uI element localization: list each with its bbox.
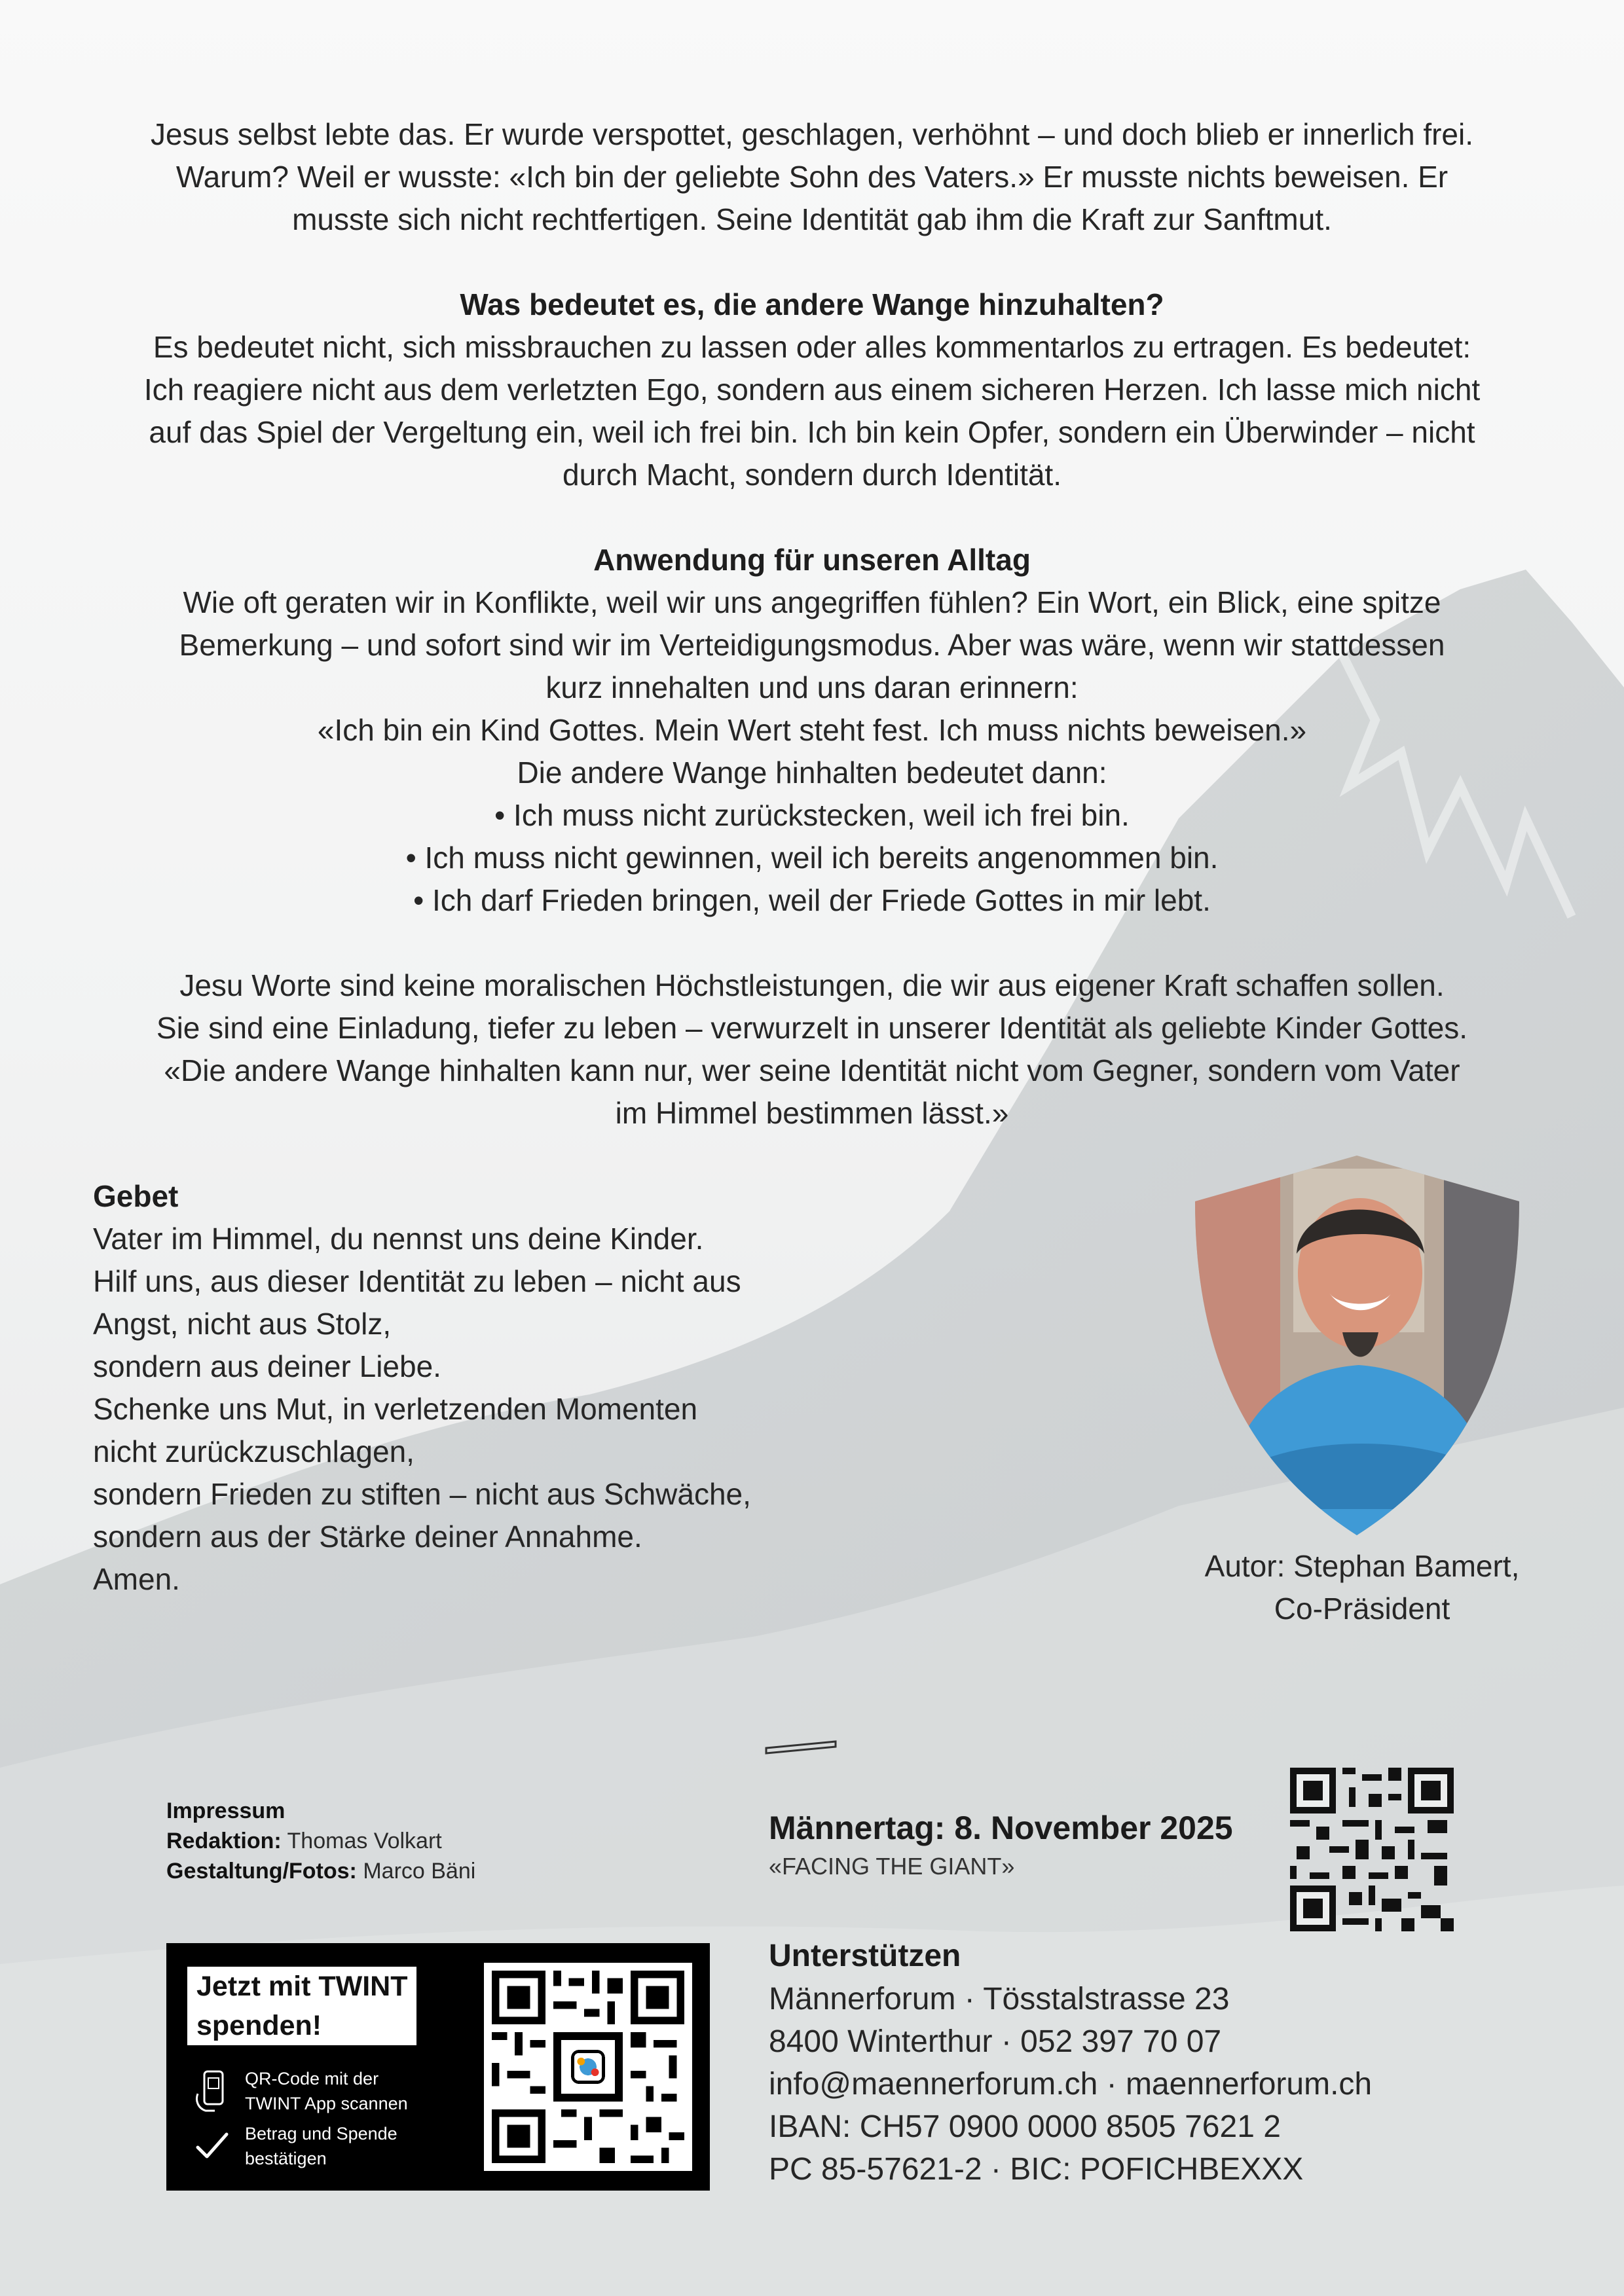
cheek-line: Es bedeutet nicht, sich missbrauchen zu lassen oder alles kommentarlos zu ertragen. Es bedeutet: [153,330,1471,364]
support-city-phone: 8400 Winterthur · 052 397 70 07 [769,2024,1222,2059]
application-line: kurz innehalten und uns daran erinnern: [545,670,1079,704]
section-heading-application: Anwendung für unseren Alltag [593,543,1031,577]
twint-step-line: bestätigen [245,2149,327,2168]
twint-step-scan [245,2066,435,2116]
prayer-line: Vater im Himmel, du nennst uns deine Kinder. [93,1222,704,1256]
intro-line: Warum? Weil er wusste: «Ich bin der geliebte Sohn des Vaters.» Er musste nichts beweisen. Er [175,160,1449,194]
editor-label: Redaktion: [166,1829,282,1853]
intro-line: musste sich nicht rechtfertigen. Seine Identität gab ihm die Kraft zur Sanftmut. [292,202,1332,236]
support-pc-bic: PC 85-57621-2 · BIC: POFICHBEXXX [769,2152,1304,2187]
section-heading-cheek: Was bedeutet es, die andere Wange hinzuhalten? [460,287,1164,321]
prayer-line: Angst, nicht aus Stolz, [93,1307,392,1341]
author-portrait [1195,1156,1519,1535]
design-name: Marco Bäni [363,1859,476,1884]
application-line: «Ich bin ein Kind Gottes. Mein Wert steht fest. Ich muss nichts beweisen.» [317,713,1307,747]
cheek-line: durch Macht, sondern durch Identität. [563,458,1061,492]
editor-name: Thomas Volkart [287,1829,442,1853]
prayer-line: Amen. [93,1562,180,1596]
twint-step-line: QR-Code mit der [245,2069,379,2088]
prayer-line: nicht zurückzuschlagen, [93,1434,415,1468]
application-line: Wie oft geraten wir in Konflikte, weil wir uns angegriffen fühlen? Ein Wort, ein Blick, eine spitze [183,585,1441,619]
intro-line: Jesus selbst lebte das. Er wurde verspottet, geschlagen, verhöhnt – und doch blieb er innerlich frei. [150,117,1474,151]
bullet-item: • Ich darf Frieden bringen, weil der Friede Gottes in mir lebt. [413,883,1211,917]
prayer-heading: Gebet [93,1179,179,1213]
prayer-block [93,1175,879,1601]
impressum [166,1796,625,1886]
twint-label [187,1967,416,2045]
main-article [52,113,1572,1135]
twint-label-line: spenden! [196,2010,322,2041]
prayer-line: sondern aus der Stärke deiner Annahme. [93,1520,642,1554]
decorative-bar [765,1740,837,1755]
event-subtitle: «FACING THE GIANT» [769,1853,1015,1880]
impressum-heading: Impressum [166,1798,286,1823]
bullet-item: • Ich muss nicht gewinnen, weil ich bereits angenommen bin. [405,841,1219,875]
event-qr-code[interactable] [1290,1768,1454,1931]
twint-step-line: TWINT App scannen [245,2094,408,2113]
author-caption [1153,1545,1572,1630]
prayer-line: sondern aus deiner Liebe. [93,1349,441,1383]
prayer-line: Hilf uns, aus dieser Identität zu leben – nicht aus [93,1264,741,1298]
design-label: Gestaltung/Fotos: [166,1859,357,1884]
closing-quote: im Himmel bestimmen lässt.» [615,1096,1009,1130]
application-line: Die andere Wange hinhalten bedeutet dann: [517,756,1107,790]
author-role: Co-Präsident [1274,1592,1450,1626]
twint-qr-code[interactable] [484,1963,692,2171]
closing-line: Jesu Worte sind keine moralischen Höchstleistungen, die wir aus eigener Kraft schaffen sollen. [179,968,1445,1002]
closing-line: Sie sind eine Einladung, tiefer zu leben – verwurzelt in unserer Identität als geliebte Kinder Gottes. [156,1011,1468,1045]
support-info [769,1935,1522,2191]
twint-step-confirm [245,2121,435,2171]
support-iban: IBAN: CH57 0900 0000 8505 7621 2 [769,2109,1281,2144]
support-address: Männerforum · Tösstalstrasse 23 [769,1982,1230,2016]
twint-label-line: Jetzt mit TWINT [196,1971,408,2002]
twint-donation-box [166,1943,710,2191]
application-line: Bemerkung – und sofort sind wir im Verteidigungsmodus. Aber was wäre, wenn wir stattdessen [179,628,1445,662]
bullet-item: • Ich muss nicht zurückstecken, weil ich frei bin. [494,798,1130,832]
cheek-line: Ich reagiere nicht aus dem verletzten Ego, sondern aus einem sicheren Herzen. Ich lasse mich nicht [143,373,1481,407]
phone-scan-icon [193,2068,232,2113]
support-email-web[interactable]: info@maennerforum.ch · maennerforum.ch [769,2067,1373,2102]
cheek-line: auf das Spiel der Vergeltung ein, weil ich frei bin. Ich bin kein Opfer, sondern ein Überwinder – nicht [149,415,1475,449]
author-name: Autor: Stephan Bamert, [1204,1549,1520,1583]
prayer-line: sondern Frieden zu stiften – nicht aus Schwäche, [93,1477,751,1511]
prayer-line: Schenke uns Mut, in verletzenden Momenten [93,1392,698,1426]
support-title: Unterstützen [769,1939,961,1973]
twint-step-line: Betrag und Spende [245,2124,397,2143]
event-title: Männertag: 8. November 2025 [769,1810,1233,1846]
check-icon [193,2128,232,2164]
event-info [769,1806,1293,1883]
closing-quote: «Die andere Wange hinhalten kann nur, wer seine Identität nicht vom Gegner, sondern vom Vater [164,1053,1460,1087]
